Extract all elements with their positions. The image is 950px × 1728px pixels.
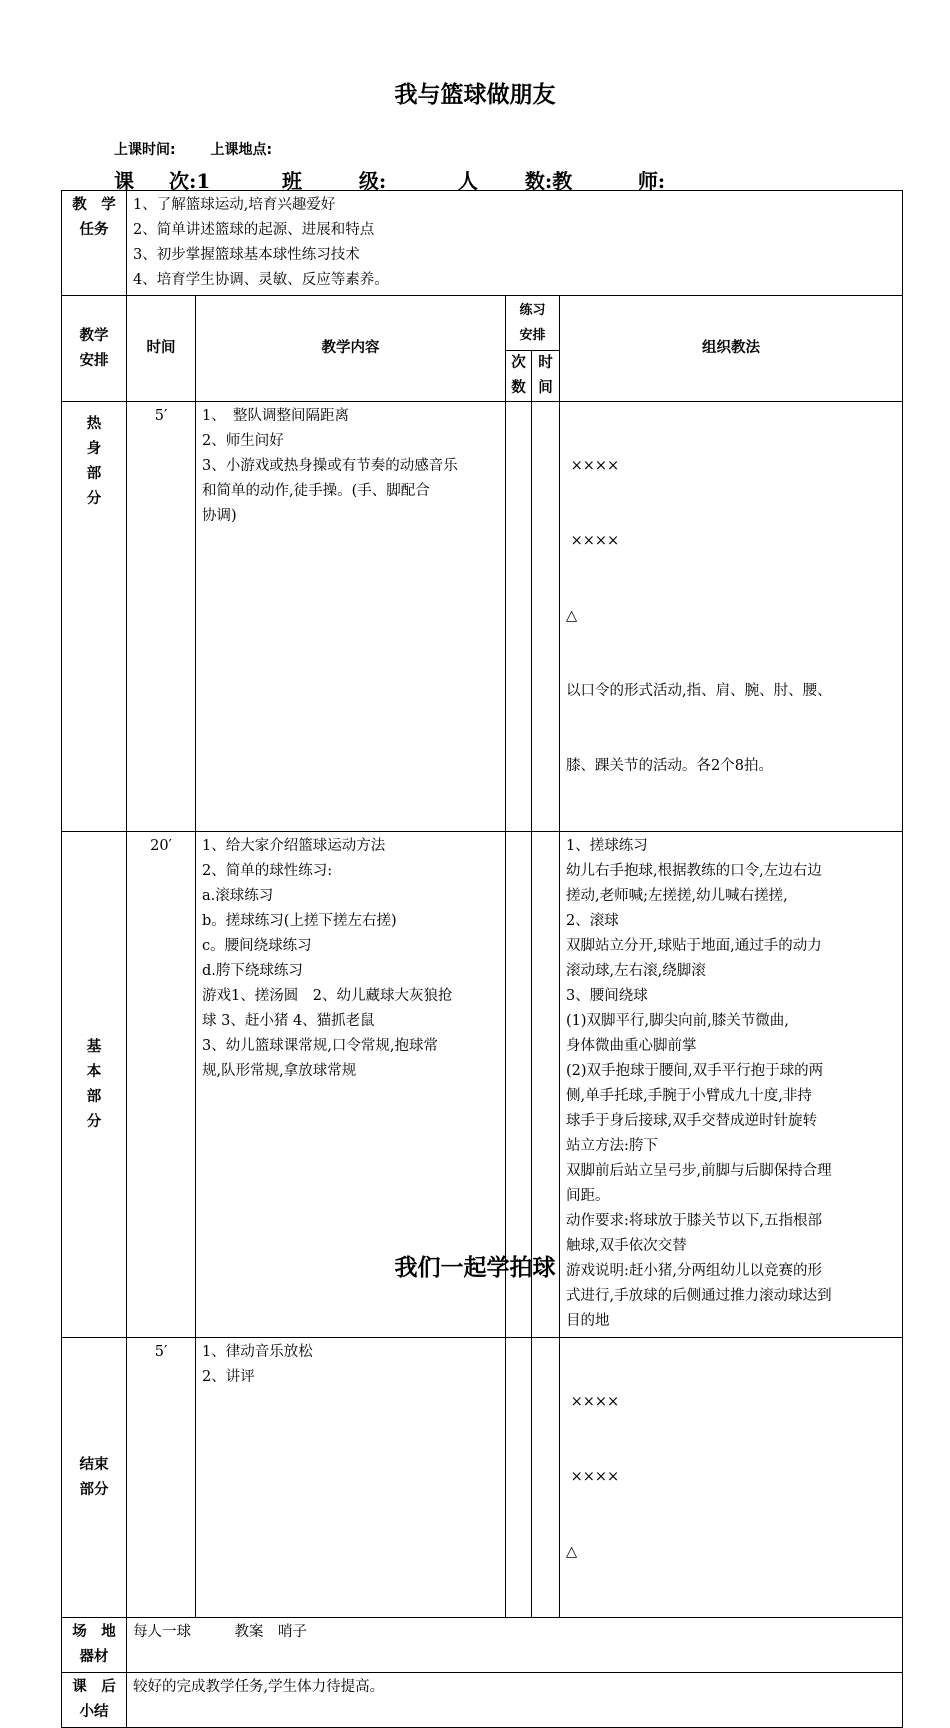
task-line: 3、初步掌握篮球基本球性练习技术 [133, 247, 360, 263]
basic-method-line: 球手于身后接球,双手交替成逆时针旋转 [566, 1113, 818, 1129]
basic-content-line: 1、给大家介绍篮球运动方法 [202, 838, 386, 854]
summary-row [62, 1673, 903, 1728]
warmup-method-line: △ [566, 608, 578, 624]
header-method: 组织教法 [560, 296, 903, 402]
task-line: 1、了解篮球运动,培育兴趣爱好 [133, 197, 336, 213]
header-time: 时间 [127, 296, 196, 402]
class-label-b: 级: [358, 169, 387, 193]
basic-method-line: 侧,单手托球,手腕于小臂成九十度,非持 [566, 1088, 812, 1104]
lesson-plan-table [61, 190, 903, 1728]
ending-time: 5′ [127, 1338, 196, 1618]
warmup-method-line: ×××× [566, 533, 620, 549]
basic-method-line: 游戏说明:赶小猪,分两组幼儿以竞赛的形 [566, 1263, 822, 1279]
next-lesson-title: 我们一起学拍球 [394, 1255, 556, 1281]
basic-method-line: 1、搓球练习 [566, 838, 648, 854]
lesson-meta-time-place [114, 139, 302, 159]
basic-method-line: 搓动,老师喊;左搓搓,幼儿喊右搓搓, [566, 888, 788, 904]
ending-method-line: ×××× [566, 1394, 620, 1410]
basic-method-line: 间距。 [566, 1188, 610, 1204]
warmup-method [560, 402, 903, 832]
warmup-content-line: 和简单的动作,徒手操。(手、脚配合 [202, 483, 430, 499]
basic-label: 基 本 部 分 [62, 832, 127, 1338]
ending-method-line: ×××× [566, 1469, 620, 1485]
basic-content-line: d.胯下绕球练习 [202, 963, 303, 979]
summary-content: 较好的完成教学任务,学生体力待提高。 [127, 1673, 903, 1728]
class-label-a: 班 [281, 169, 302, 193]
ending-content-line: 1、律动音乐放松 [202, 1344, 313, 1360]
warmup-content-line: 协调) [202, 508, 237, 524]
basic-method-line: 2、滚球 [566, 913, 619, 929]
task-line: 2、简单讲述篮球的起源、进展和特点 [133, 222, 375, 238]
lesson-number-label-b: 次:1 [168, 169, 211, 193]
task-row [62, 191, 903, 296]
ending-method-line: △ [566, 1544, 578, 1560]
header-content: 教学内容 [196, 296, 506, 402]
warmup-content [196, 402, 506, 832]
basic-content-line: 3、幼儿篮球课常规,口令常规,抱球常 [202, 1038, 438, 1054]
basic-content-line: 球 3、赶小猪 4、猫抓老鼠 [202, 1013, 375, 1029]
lesson-title: 我与篮球做朋友 [394, 82, 556, 108]
ending-ptime [532, 1338, 560, 1618]
basic-method-line: 滚动球,左右滚,绕脚滚 [566, 963, 706, 979]
ending-content-line: 2、讲评 [202, 1369, 255, 1385]
basic-content-line: 规,队形常规,拿放球常规 [202, 1063, 357, 1079]
basic-time: 20′ [127, 832, 196, 1338]
basic-method-line: 动作要求:将球放于膝关节以下,五指根部 [566, 1213, 822, 1229]
warmup-content-line: 2、师生问好 [202, 433, 284, 449]
basic-method-line: 目的地 [566, 1313, 610, 1329]
basic-content-line: 游戏1、搓汤圆 2、幼儿藏球大灰狼抢 [202, 988, 453, 1004]
basic-method-line: 式进行,手放球的后侧通过推力滚动球达到 [566, 1288, 832, 1304]
count-label-a: 人 [457, 169, 478, 193]
warmup-label: 热 身 部 分 [62, 402, 127, 832]
basic-method-line: (2)双手抱球于腰间,双手平行抱于球的两 [566, 1063, 824, 1079]
warmup-method-line: 以口令的形式活动,指、肩、腕、肘、腰、 [566, 683, 832, 699]
warmup-ptime [532, 402, 560, 832]
basic-content-line: a.滚球练习 [202, 888, 274, 904]
basic-method-line: 身体微曲重心脚前掌 [566, 1038, 697, 1054]
count-teacher-label: 数:教 [524, 169, 573, 193]
teacher-label: 师: [637, 169, 666, 193]
header-practice: 练习 安排 [506, 296, 560, 351]
venue-content: 每人一球 教案 哨子 [127, 1618, 903, 1673]
warmup-method-line: ×××× [566, 458, 620, 474]
task-line: 4、培育学生协调、灵敏、反应等素养。 [133, 272, 389, 288]
class-time-label: 上课时间: [114, 142, 176, 158]
header-practice-time: 时 间 [532, 351, 560, 402]
basic-method-line: 3、腰间绕球 [566, 988, 648, 1004]
warmup-method-line: 膝、踝关节的活动。各2个8拍。 [566, 758, 773, 774]
ending-content [196, 1338, 506, 1618]
warmup-content-line: 3、小游戏或热身操或有节奏的动感音乐 [202, 458, 458, 474]
ending-row [62, 1338, 903, 1618]
header-row-1 [62, 296, 903, 351]
basic-method-line: (1)双脚平行,脚尖向前,膝关节微曲, [566, 1013, 789, 1029]
ending-count [506, 1338, 532, 1618]
basic-method-line: 站立方法:胯下 [566, 1138, 658, 1154]
venue-label: 场 地 器材 [62, 1618, 127, 1673]
basic-method-line: 触球,双手依次交替 [566, 1238, 687, 1254]
basic-content-line: 2、简单的球性练习: [202, 863, 333, 879]
summary-label: 课 后 小结 [62, 1673, 127, 1728]
task-label: 教 学 任务 [62, 191, 127, 296]
warmup-content-line: 1、 整队调整间隔距离 [202, 408, 349, 424]
lesson-number-label-a: 课 [114, 169, 134, 193]
header-practice-count: 次 数 [506, 351, 532, 402]
basic-method-line: 双脚前后站立呈弓步,前脚与后脚保持合理 [566, 1163, 832, 1179]
warmup-row [62, 402, 903, 832]
warmup-count [506, 402, 532, 832]
venue-row [62, 1618, 903, 1673]
class-place-label: 上课地点: [210, 142, 273, 158]
ending-label: 结束 部分 [62, 1338, 127, 1618]
basic-content-line: c。腰间绕球练习 [202, 938, 312, 954]
basic-method-line: 双脚站立分开,球贴于地面,通过手的动力 [566, 938, 822, 954]
warmup-time: 5′ [127, 402, 196, 832]
task-content [127, 191, 903, 296]
header-arrange: 教学 安排 [62, 296, 127, 402]
ending-method [560, 1338, 903, 1618]
basic-method-line: 幼儿右手抱球,根据教练的口令,左边右边 [566, 863, 822, 879]
basic-content-line: b。搓球练习(上搓下搓左右搓) [202, 913, 397, 929]
